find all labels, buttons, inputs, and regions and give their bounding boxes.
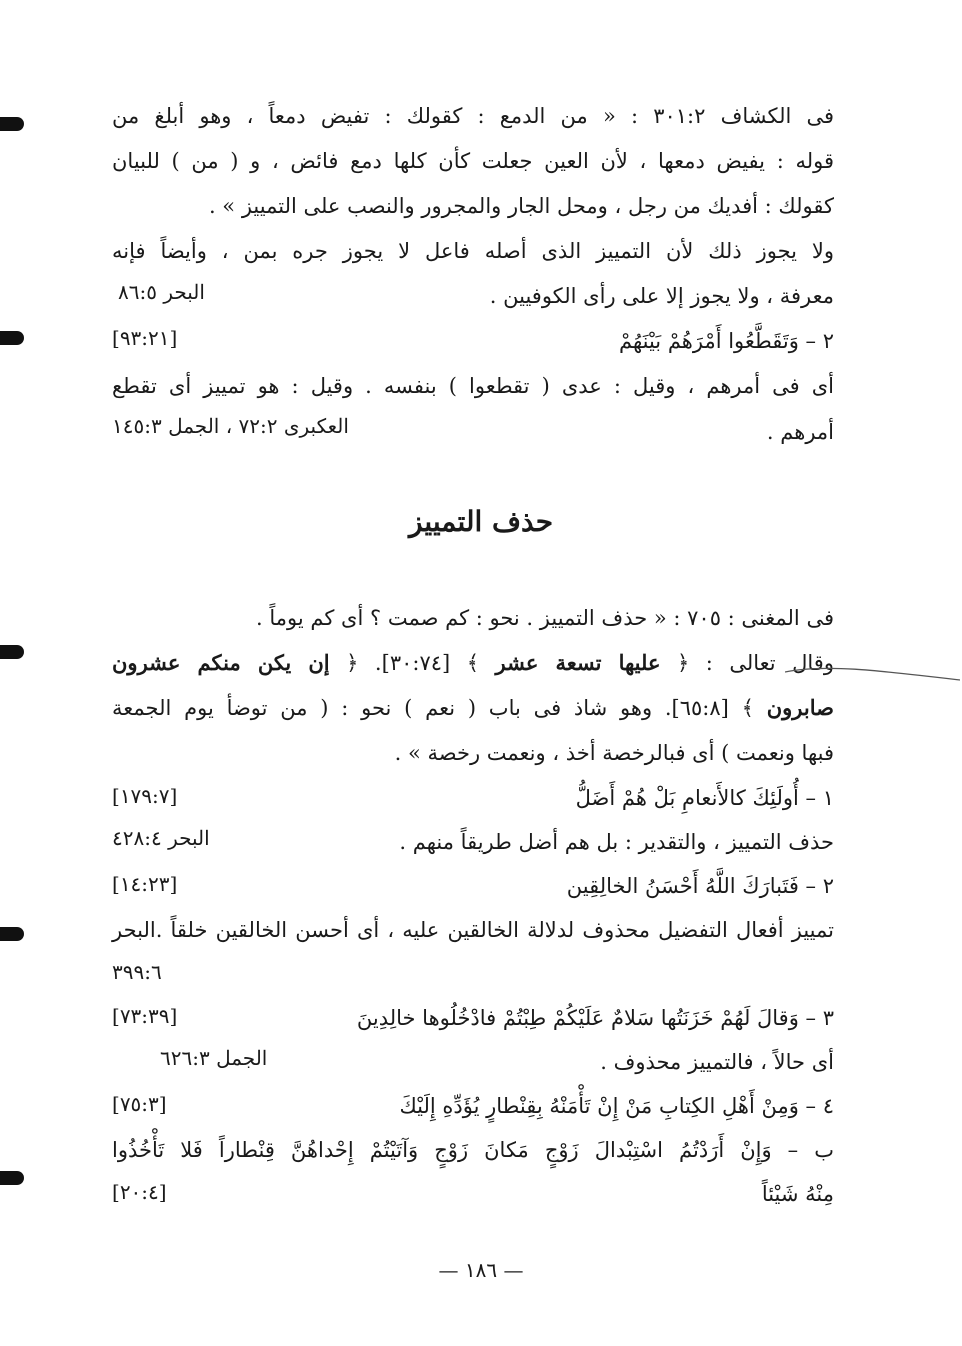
text-line: فى الكشاف ٣٠١:٢ : « من الدمع : كقولك : تفيض دمعاً ، وهو أبلغ من: [112, 104, 835, 128]
quran-quote: إن يكن منكم عشرون: [112, 650, 330, 675]
binding-mark: [0, 645, 24, 659]
binding-mark: [0, 1171, 24, 1185]
text-line: حذف التمييز ، والتقدير : بل هم أضل طريقاً منهم .: [399, 830, 834, 854]
section-title: حذف التمييز: [408, 505, 554, 538]
text-span: ﴾ [٦٥:٨]. وهو شاذ فى باب ( نعم ) نحو : ( من توضأ يوم الجمعة: [112, 696, 754, 720]
source-reference: البحر ٤٢٨:٤: [112, 826, 210, 850]
verse-line: ٤ – وَمِنْ أَهْلِ الكِتابِ مَنْ إِنْ تَأْمَنْهُ بِقِنْطارٍ يُؤَدِّهِ إِلَيْكَ: [399, 1094, 834, 1118]
quran-quote: عليها تسعة عشر: [495, 650, 661, 675]
source-reference: ٣٩٩:٦: [112, 960, 162, 984]
text-line: [112, 686, 834, 730]
verse-line: ٣ – وَقالَ لَهُمْ خَزَنَتُها سَلامٌ عَلَيْكُمْ طِبْتُمْ فادْخُلُوها خالِدِينَ: [356, 1006, 834, 1030]
verse-reference: [٢٠:٤]: [112, 1180, 167, 1204]
verse-reference: [٧٣:٣٩]: [112, 1004, 178, 1028]
text-line: قوله : يفيض دمعها ، لأن العين جعلت كأن كلها دمع فائض ، و ( من ) للبيان: [112, 149, 834, 173]
text-line: كقولك : أفديك من رجل ، ومحل الجار والمجرور والنصب على التمييز » .: [208, 194, 834, 218]
text-line: ولا يجوز ذلك لأن التمييز الذى أصله فاعل لا يجوز جره بمن ، وأيضاً فإنه: [112, 239, 834, 263]
text-line: أمرهم .: [766, 420, 834, 444]
verse-reference: [١٧٩:٧]: [112, 784, 178, 808]
verse-line: ٢ – وَتَقَطَّعُوا أَمْرَهُمْ بَيْنَهُمْ: [618, 329, 834, 353]
verse-line: مِنْهُ شَيْئاً: [761, 1182, 834, 1206]
pen-stroke: [785, 660, 960, 684]
verse-reference: [٩٣:٢١]: [112, 326, 178, 350]
verse-line: ٢ – فَتَبارَكَ اللَّهُ أَحْسَنُ الخالِقِين: [566, 874, 834, 898]
source-reference: البحر ٨٦:٥: [118, 280, 205, 304]
quran-quote: صابرون: [766, 695, 834, 720]
source-reference: الجمل ٦٢٦:٣: [160, 1046, 268, 1070]
binding-mark: [0, 927, 24, 941]
text-line: فبها ونعمت ) أى فبالرخصة أخذ ، ونعمت رخصة » .: [394, 741, 834, 765]
binding-mark: [0, 331, 24, 345]
source-reference: العكبرى ٧٢:٢ ، الجمل ١٤٥:٣: [112, 414, 349, 438]
text-line: معرفة ، ولا يجوز إلا على رأى الكوفيين .: [489, 284, 834, 308]
binding-mark: [0, 117, 24, 131]
text-line: أى فى أمرهم ، وقيل : عدى ( تقطعوا ) بنفسه . وقيل : هو تمييز أى تقطع: [112, 374, 834, 398]
text-span: ﴾ [٣٠:٧٤]. ﴿: [346, 651, 480, 675]
text-line: تمييز أفعال التفضيل محذوف لدلالة الخالقين عليه ، أى أحسن الخالقين خلقاً .البحر: [112, 918, 834, 942]
text-line: أى حالاً ، فالتمييز محذوف .: [600, 1050, 834, 1074]
text-line: فى المغنى : ٧٠٥ : « حذف التمييز . نحو : كم صمت ؟ أى كم يوماً .: [256, 606, 834, 630]
page-number: — ١٨٦ —: [438, 1258, 524, 1282]
verse-line: ب – وَإِنْ أَرَدْتُمُ اسْتِبْدالَ زَوْجٍ مَكانَ زَوْجٍ وَآتَيْتُمْ إِحْداهُنَّ قِنْطاراً فَلا تَأْخُذُوا: [112, 1138, 834, 1162]
text-line: [112, 641, 834, 685]
text-span: وقال تعالى : ﴿: [677, 651, 834, 675]
verse-line: ١ – أُولَئِكَ كالأَنعامِ بَلْ هُمْ أَضَلُّ: [575, 786, 834, 810]
verse-reference: [١٤:٢٣]: [112, 872, 178, 896]
verse-reference: [٧٥:٣]: [112, 1092, 167, 1116]
